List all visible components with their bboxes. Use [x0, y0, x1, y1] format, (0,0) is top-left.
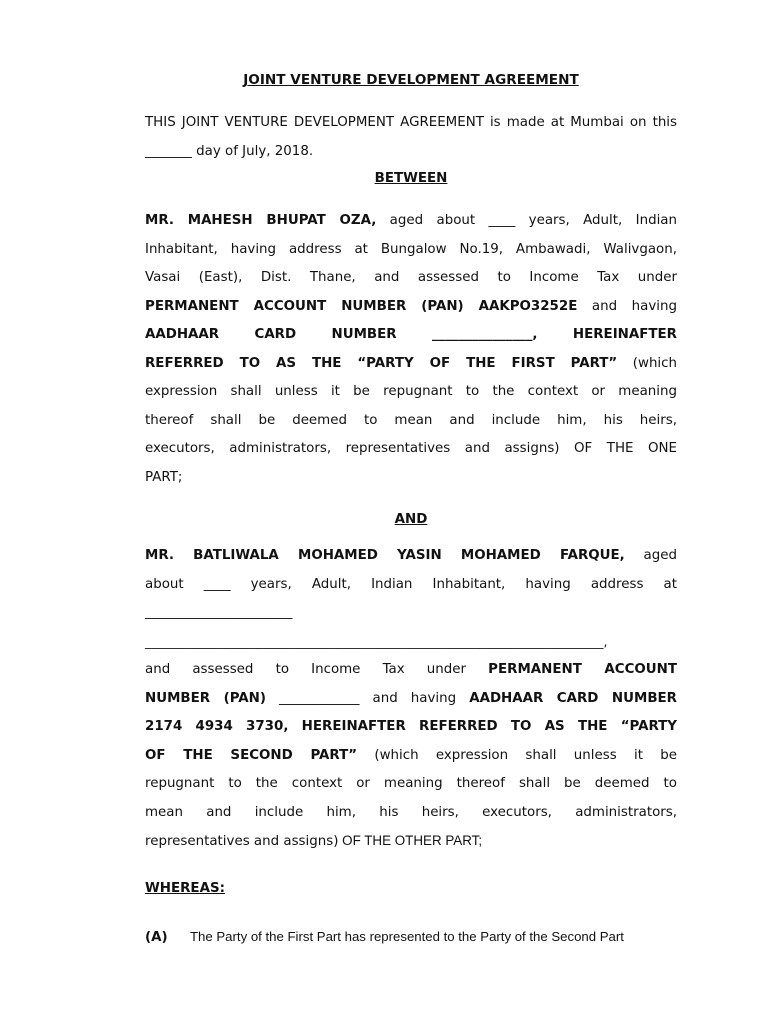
first-party-line: PART; — [145, 469, 183, 485]
first-party-line: expression shall unless it be repugnant to the context or meaning — [145, 384, 677, 399]
first-party-line: thereof shall be deemed to mean and include him, his heirs, — [145, 412, 677, 428]
second-party-text: OF THE OTHER PART; — [338, 833, 483, 848]
clause-a-text: The Party of the First Part has represented to the Party of the Second Part — [190, 929, 624, 944]
first-party-line: executors, administrators, representatives and assigns) OF THE ONE — [145, 441, 677, 456]
second-party-referred: OF THE SECOND PART” — [145, 747, 358, 763]
first-party-text: aged about ____ years, Adult, Indian — [376, 213, 677, 228]
second-party-line — [145, 542, 677, 571]
second-party-line: repugnant to the context or meaning thereof shall be deemed to — [145, 776, 677, 791]
second-party-paragraph — [145, 542, 677, 857]
second-party-text: ____________ and having — [265, 690, 470, 706]
first-party-aadhaar: AADHAAR CARD NUMBER _______________, HEREINAFTER — [145, 327, 677, 342]
second-party-pan-label: PERMANENT ACCOUNT — [488, 662, 677, 677]
whereas-heading: WHEREAS: — [145, 881, 225, 896]
second-party-line: mean and include him, his heirs, executors, administrators, — [145, 804, 677, 820]
second-party-line — [145, 827, 677, 857]
first-party-name: MR. MAHESH BHUPAT OZA, — [145, 213, 377, 228]
document-title: JOINT VENTURE DEVELOPMENT AGREEMENT — [243, 72, 579, 88]
intro-line-1: THIS JOINT VENTURE DEVELOPMENT AGREEMENT is made at Mumbai on this — [145, 115, 677, 130]
second-party-text: (which expression shall unless it be — [357, 747, 677, 763]
second-party-line — [145, 685, 677, 714]
second-party-line — [145, 742, 677, 771]
second-party-text: and assessed to Income Tax under — [145, 662, 489, 677]
between-heading: BETWEEN — [374, 171, 448, 186]
first-party-line — [145, 350, 677, 379]
first-party-line: Inhabitant, having address at Bungalow No.19, Ambawadi, Walivgaon, — [145, 241, 677, 257]
first-party-line: Vasai (East), Dist. Thane, and assessed to Income Tax under — [145, 270, 677, 285]
first-party-paragraph — [145, 207, 677, 492]
first-party-text: and having — [577, 298, 677, 314]
first-party-referred: REFERRED TO AS THE “PARTY OF THE FIRST PART” — [145, 355, 618, 371]
first-party-pan: PERMANENT ACCOUNT NUMBER (PAN) AAKPO3252E — [145, 298, 578, 314]
second-party-aadhaar-number: 2174 4934 3730, HEREINAFTER REFERRED TO AS THE “PARTY — [145, 719, 677, 734]
second-party-name: MR. BATLIWALA MOHAMED YASIN MOHAMED FARQUE, — [145, 548, 625, 563]
first-party-line — [145, 207, 677, 236]
second-party-aadhaar-label: AADHAAR CARD NUMBER — [469, 690, 677, 706]
first-party-line — [145, 293, 677, 322]
first-party-text: (which — [617, 355, 677, 371]
second-party-text: representatives and assigns) — [145, 834, 339, 849]
clause-a — [145, 929, 685, 945]
intro-line-2: _______ day of July, 2018. — [145, 143, 314, 159]
second-party-text: aged — [624, 548, 677, 563]
second-party-address-blank: __________________________________________________________________________, — [145, 633, 608, 649]
second-party-line — [145, 656, 677, 685]
intro-paragraph — [145, 109, 677, 166]
and-heading: AND — [394, 512, 428, 527]
second-party-address-blank: ______________________ — [145, 605, 293, 620]
second-party-line: about ____ years, Adult, Indian Inhabitant, having address at — [145, 576, 677, 592]
second-party-pan-label: NUMBER (PAN) — [145, 690, 266, 706]
clause-a-label: (A) — [145, 930, 168, 945]
